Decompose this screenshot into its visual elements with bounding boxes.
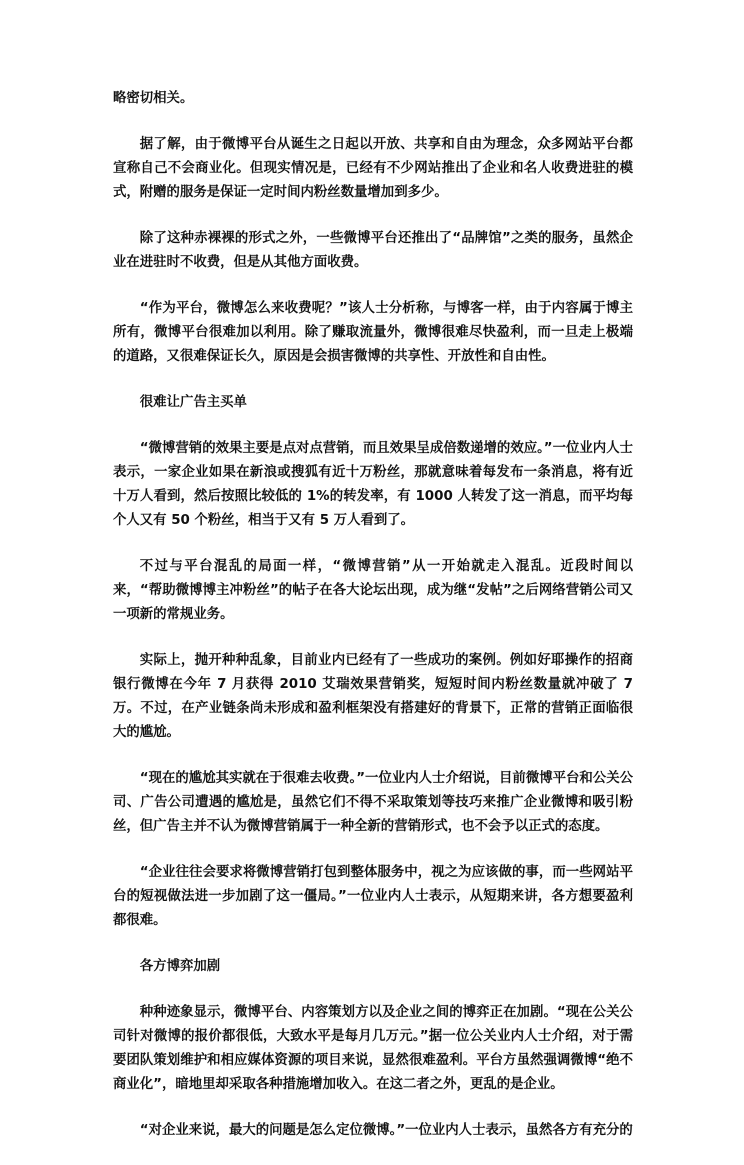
paragraph: 不过与平台混乱的局面一样，“微博营销”从一开始就走入混乱。近段时间以来，“帮助微博博主冲粉丝”的帖子在各大论坛出现，成为继“发帖”之后网络营销公司又一项新的常规业务。 xyxy=(113,559,633,622)
paragraph: 种种迹象显示，微博平台、内容策划方以及企业之间的博弈正在加剧。“现在公关公司针对微博的报价都很低，大致水平是每月几万元。”据一位公关业内人士介绍，对于需要团队策划维护和相应媒体资源的项目来说，显然很难盈利。平台方虽然强调微博“绝不商业化”，暗地里却采取各种措施增加收入。在这二者之外，更乱的是企业。 xyxy=(113,1005,633,1092)
paragraph: “企业往往会要求将微博营销打包到整体服务中，视之为应该做的事，而一些网站平台的短视做法进一步加剧了这一僵局。”一位业内人士表示，从短期来讲，各方想要盈利都很难。 xyxy=(113,865,633,928)
paragraph: “微博营销的效果主要是点对点营销，而且效果呈成倍数递增的效应。”一位业内人士表示，一家企业如果在新浪或搜狐有近十万粉丝，那就意味着每发布一条消息，将有近十万人看到，然后按照比较低的 1%的转发率，有 1000 人转发了这一消息，而平均每个人又有 50 个粉丝，相当于又有 5 万人看到了。 xyxy=(113,441,633,528)
paragraph: “现在的尴尬其实就在于很难去收费。”一位业内人士介绍说，目前微博平台和公关公司、广告公司遭遇的尴尬是，虽然它们不得不采取策划等技巧来推广企业微博和吸引粉丝，但广告主并不认为微博营销属于一种全新的营销形式，也不会予以正式的态度。 xyxy=(113,771,633,834)
section-heading: 很难让广告主买单 xyxy=(139,395,247,410)
section-heading: 各方博弈加剧 xyxy=(139,959,221,974)
paragraph: 据了解，由于微博平台从诞生之日起以开放、共享和自由为理念，众多网站平台都宣称自己不会商业化。但现实情况是，已经有不少网站推出了企业和名人收费进驻的模式，附赠的服务是保证一定时间内粉丝数量增加到多少。 xyxy=(113,137,633,200)
paragraph: 实际上，抛开种种乱象，目前业内已经有了一些成功的案例。例如好耶操作的招商银行微博在今年 7 月获得 2010 艾瑞效果营销奖，短短时间内粉丝数量就冲破了 7 万。不过，在产业链条尚未形成和盈利框架没有搭建好的背景下，正常的营销正面临很大的尴尬。 xyxy=(113,653,633,740)
paragraph: “对企业来说，最大的问题是怎么定位微博。”一位业内人士表示，虽然各方有充分的 xyxy=(139,1123,633,1138)
paragraph-continuation: 略密切相关。 xyxy=(113,91,194,106)
article-body xyxy=(113,87,633,1165)
paragraph: “作为平台，微博怎么来收费呢？”该人士分析称，与博客一样，由于内容属于博主所有，微博平台很难加以利用。除了赚取流量外，微博很难尽快盈利，而一旦走上极端的道路，又很难保证长久，原因是会损害微博的共享性、开放性和自由性。 xyxy=(113,301,633,364)
paragraph: 除了这种赤裸裸的形式之外，一些微博平台还推出了“品牌馆”之类的服务，虽然企业在进驻时不收费，但是从其他方面收费。 xyxy=(113,231,633,270)
